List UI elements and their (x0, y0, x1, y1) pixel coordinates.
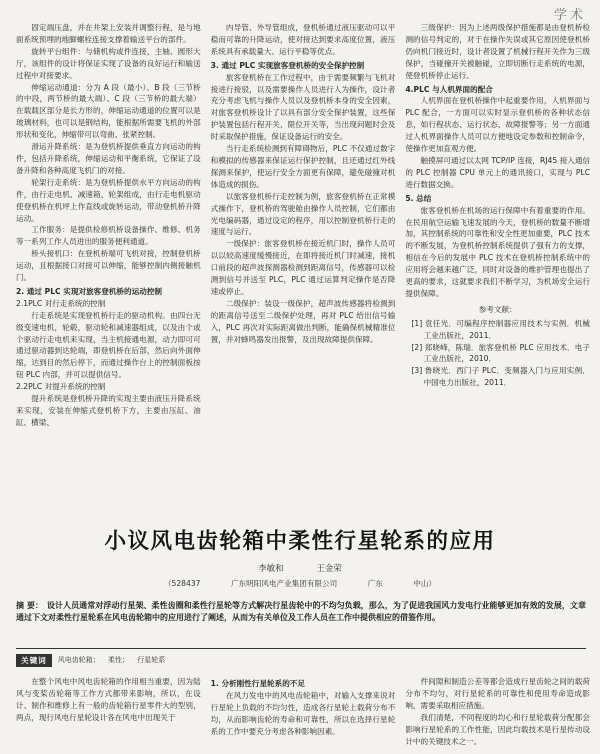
paragraph: 我们清楚，不同程度的均心和行星轮载荷分配都会影响行星轮系的工作性能，因此均载技术是行星传动设计中的关键技术之一。 (405, 712, 590, 746)
abstract-label: 摘 要： (16, 601, 43, 610)
affiliation-province: 广东 (367, 579, 383, 588)
article-title: 小议风电齿轮箱中柔性行星轮系的应用 (104, 529, 496, 554)
paragraph: 桥头接机口：在登机桥端可飞机对接，控制登机桥运动，且根据接口对接可以伸缩，能够控制内侧接触机门。 (16, 249, 201, 283)
abstract-text: 设计人员通常对浮动行星架、柔性齿圈和柔性行星轮等方式解决行星齿轮中的不均匀负载，那么，为了促进我国风力发电行业能够更加有效的发展，文章通过下文对柔性行星轮系在风电齿轮箱中的应用进行了阐述，从而为有关单位及工作人员在工作中提供相应的借鉴作用。 (16, 601, 586, 622)
paragraph: 旋转平台组件：与储机构或件连接，主轴、圆形大厅，该组件的设计将保证实现了设备的良好运行和输送过程中对接要求。 (16, 46, 201, 80)
keywords-label: 关键词 (16, 654, 52, 667)
article-authors (0, 562, 600, 574)
paragraph: 旅客登机桥在机场的运行保障中有着重要的作用。在民用航空运输飞速发展的今天，登机桥的数量不断增加，其控制系统的可靠性和安全性更加重要，PLC 技术的不断发展，为登机桥控制系统提供了强有力的支撑，相信在今后的发展中 PLC 技术在登机桥控制系统中的应用将会越来越广泛，同时对设备的维护管理也提出了更高的要求，这就要求我们不断学习，为机场安全运行提供保障。 (405, 205, 590, 298)
body-column-2 (211, 676, 396, 754)
section-heading: 4.PLC 与人机界面的配合 (405, 84, 493, 94)
paragraph: 工作服务：是提供检修机桥设备操作、维修、机务等一系列工作人员进出的服务便利通道。 (16, 225, 201, 247)
section-heading: 2. 通过 PLC 实现对旅客登机桥的运动控制 (16, 286, 162, 296)
affiliation-postcode: （528437 (163, 579, 201, 588)
subsection-heading: 2.2PLC 对提升系统的控制 (16, 382, 106, 392)
paragraph: 以旅客登机桥行走控制为例，旅客登机桥在正常模式操作下，登机桥的驾驶舱由操作人员控制，它们都由光电编码器，通过设定的程序，用以控制登机桥行走的速度与运行。 (210, 191, 396, 237)
paragraph: 在整个风电中风电齿轮箱的作用相当重要，因为陆风与变桨齿轮箱等工作方式都带来影响，所以，在设计、制作和维修上有一般的齿轮箱行星零件大的型别，两点，现行风电行星轮设计各在风电中出现关于 (16, 677, 201, 722)
paragraph: 件间隙和制造公差等都会造成行星齿轮之间的载荷分布不均匀，对行星轮系的可靠性和使用寿命造成影响，需要采取相应措施。 (405, 677, 590, 710)
paragraph: 伸缩运动通道：分为 A 段（最小）、B 段（三节桥的中段，两节桥的最大端）、C 段（三节桥的最大端）在载载区部分是长方形的，伸缩运动通道的位置可以是玻璃材料，也可以是钢结构，能根据所需要飞机的外部形状和变化，伸缩带可以弯曲、张紧控制。 (16, 82, 201, 140)
keyword: 行星轮系 (137, 656, 166, 664)
affiliation-org: 广东明阳风电产业集团有限公司 (230, 579, 338, 588)
paragraph: 人机界面在登机桥操作中起重要作用，人机界面与 PLC 配合，一方面可以实时显示登机桥的各种状态信息，如行程状态、运行状态、故障报警等；另一方面通过人机界面操作人员可以方便地设定参数和控制命令，使操作更加直观方便。 (405, 96, 590, 154)
paragraph: 滑运升降系统：是为登机桥提供垂直方向运动的构件，包括升降系统，伸缩运动和平衡系统，它保证了设备升降和各种高度飞机门的对接。 (16, 142, 201, 175)
body-column-1 (16, 676, 201, 754)
author-name: 王金荣 (316, 564, 342, 574)
paragraph: 轮架行走系统：是为登机桥提供水平方向运动的构件，由行走电机、减速箱、轮架组成，由行走电机驱动使登机桥在机坪上作直线或旋转运动，带动登机桥升降运动。 (16, 177, 201, 223)
prior-column-1 (16, 22, 201, 512)
reference-item: [3] 鲁晓光．西门子 PLC．变频器入门与应用实例．中国电力出版社，2011． (411, 366, 590, 388)
reference-item: [2] 郑晓峰，陈瑞．旅客登机桥 PLC 应用技术．电子工业出版社，2010． (411, 342, 590, 364)
keywords-row (16, 653, 171, 667)
reference-item: [1] 袁任光．可编程序控制器应用技术与实例．机械工业出版社，2011． (411, 318, 590, 340)
body-column-3 (405, 676, 590, 754)
paragraph: 固定端压盘，并在井架上安装并调整行程，是与地面系统预埋的地脚螺栓连接支撑着输送平台的部件。 (16, 23, 201, 44)
author-name: 李敏和 (258, 564, 284, 574)
section-tag: 学术 (553, 8, 586, 23)
section-heading: 5. 总结 (405, 193, 432, 203)
section-heading: 1. 分析刚性行星轮系的不足 (210, 679, 306, 688)
paragraph: 当行走系统检测到有障碍物后，PLC 不仅通过数字和模拟的传感器来保证运行保护控制，且还通过红外线探测来保护，使运行安全方面更有保障，避免碰撞对机体造成的损伤。 (210, 144, 396, 189)
article-body-columns (16, 676, 590, 754)
prior-column-2 (211, 22, 396, 512)
keyword: 风电齿轮箱； (57, 656, 100, 664)
affiliation-city: 中山） (413, 579, 437, 588)
paragraph: 旅客登机桥在工作过程中，由于需要频繁与飞机对接进行接驳，以及需要操作人员进行人为操作，设计者充分考虑飞机与操作人员以及登机桥本身的安全因素，对旅客登机桥设计了以具有部分安全保护装置，这些保护装置包括行程开关、限位开关等，当出现问题时会及时采取保护措施，保证设备运行的安全。 (210, 72, 396, 142)
paragraph: 三级保护：因为上述两级保护措施都是由登机桥检测的信号判定的，对于在操作失误或其它原因使登机桥仍向机门接近时，设计者设置了机械行程开关作为三级保护，当碰撞开关被触碰，立即切断行走系统的电源，使登机桥停止运行。 (405, 23, 590, 80)
prior-article-columns (16, 22, 590, 512)
article-affiliation (0, 578, 600, 589)
paragraph: 提升系统是登机桥升降的实现主要由液压升降系统来实现，安装在伸缩式登机桥下方，主要由压缸、油缸、横梁、 (16, 394, 201, 427)
prior-column-3 (405, 22, 590, 512)
article-abstract (16, 600, 586, 624)
keywords-list (58, 655, 171, 665)
paragraph: 触摸屏可通过以太网 TCP/IP 连接，RJ45 接入通信的 PLC 控制器 CPU 单元上的通讯接口，实现与 PLC 进行数据交换。 (405, 155, 590, 189)
paragraph: 在风力发电中的风电齿轮箱中，对输入支撑来说对行星轮上负载的不均匀性，造成各行星轮上载荷分布不均，从而影响齿轮的寿命和可靠性，所以在选择行星轮系的工作中要充分考虑各种影响因素。 (210, 690, 396, 736)
paragraph: 内导管、外导管组成，登机桥通过液压驱动可以平稳而可靠的升降运动，使对接达到要求高度位置，液压系统具有承载量大、运行平稳等优点。 (210, 23, 396, 56)
keyword: 柔性； (108, 656, 130, 664)
keyword-divider (16, 648, 586, 649)
paragraph: 行走系统是实现登机桥行走的驱动机构。由四台无级变速电机，轮毂，驱动轮和减速器组成，以及由个或个驱动行走电机来实现，当主机接通电源，动力即可可通过驱动器到达轮端，即登机桥在后部，然后向外面伸缩，达到目的然后停下，而通过操作台上的控制面板按钮 PLC 内部，并可以提供信号。 (16, 310, 201, 380)
section-heading: 3. 通过 PLC 实现旅客登机桥的安全保护控制 (210, 60, 365, 70)
subsection-heading: 2.1PLC 对行走系统的控制 (16, 298, 106, 308)
paragraph: 二级保护：装设一级保护，超声波传感器将检测到的距离信号送至二级保护处理，再对 PLC 给出信号输入，PLC 再次对实际距离做出判断，能确保机械精准位置，并对蜂鸣器发出报警，及出现故障提供保障。 (210, 298, 396, 344)
paragraph: 一级保护：旅客登机桥在接近机门时，操作人员可以以较高速度缓慢接近，在即将接近机门时减速，接机口前段的超声波探测器检测到距离信号，传感器可以检测到信号并送至 PLC，PLC 通过运算判定操作是否降速或停止。 (210, 239, 396, 296)
references-heading: 参考文献： (478, 304, 517, 314)
